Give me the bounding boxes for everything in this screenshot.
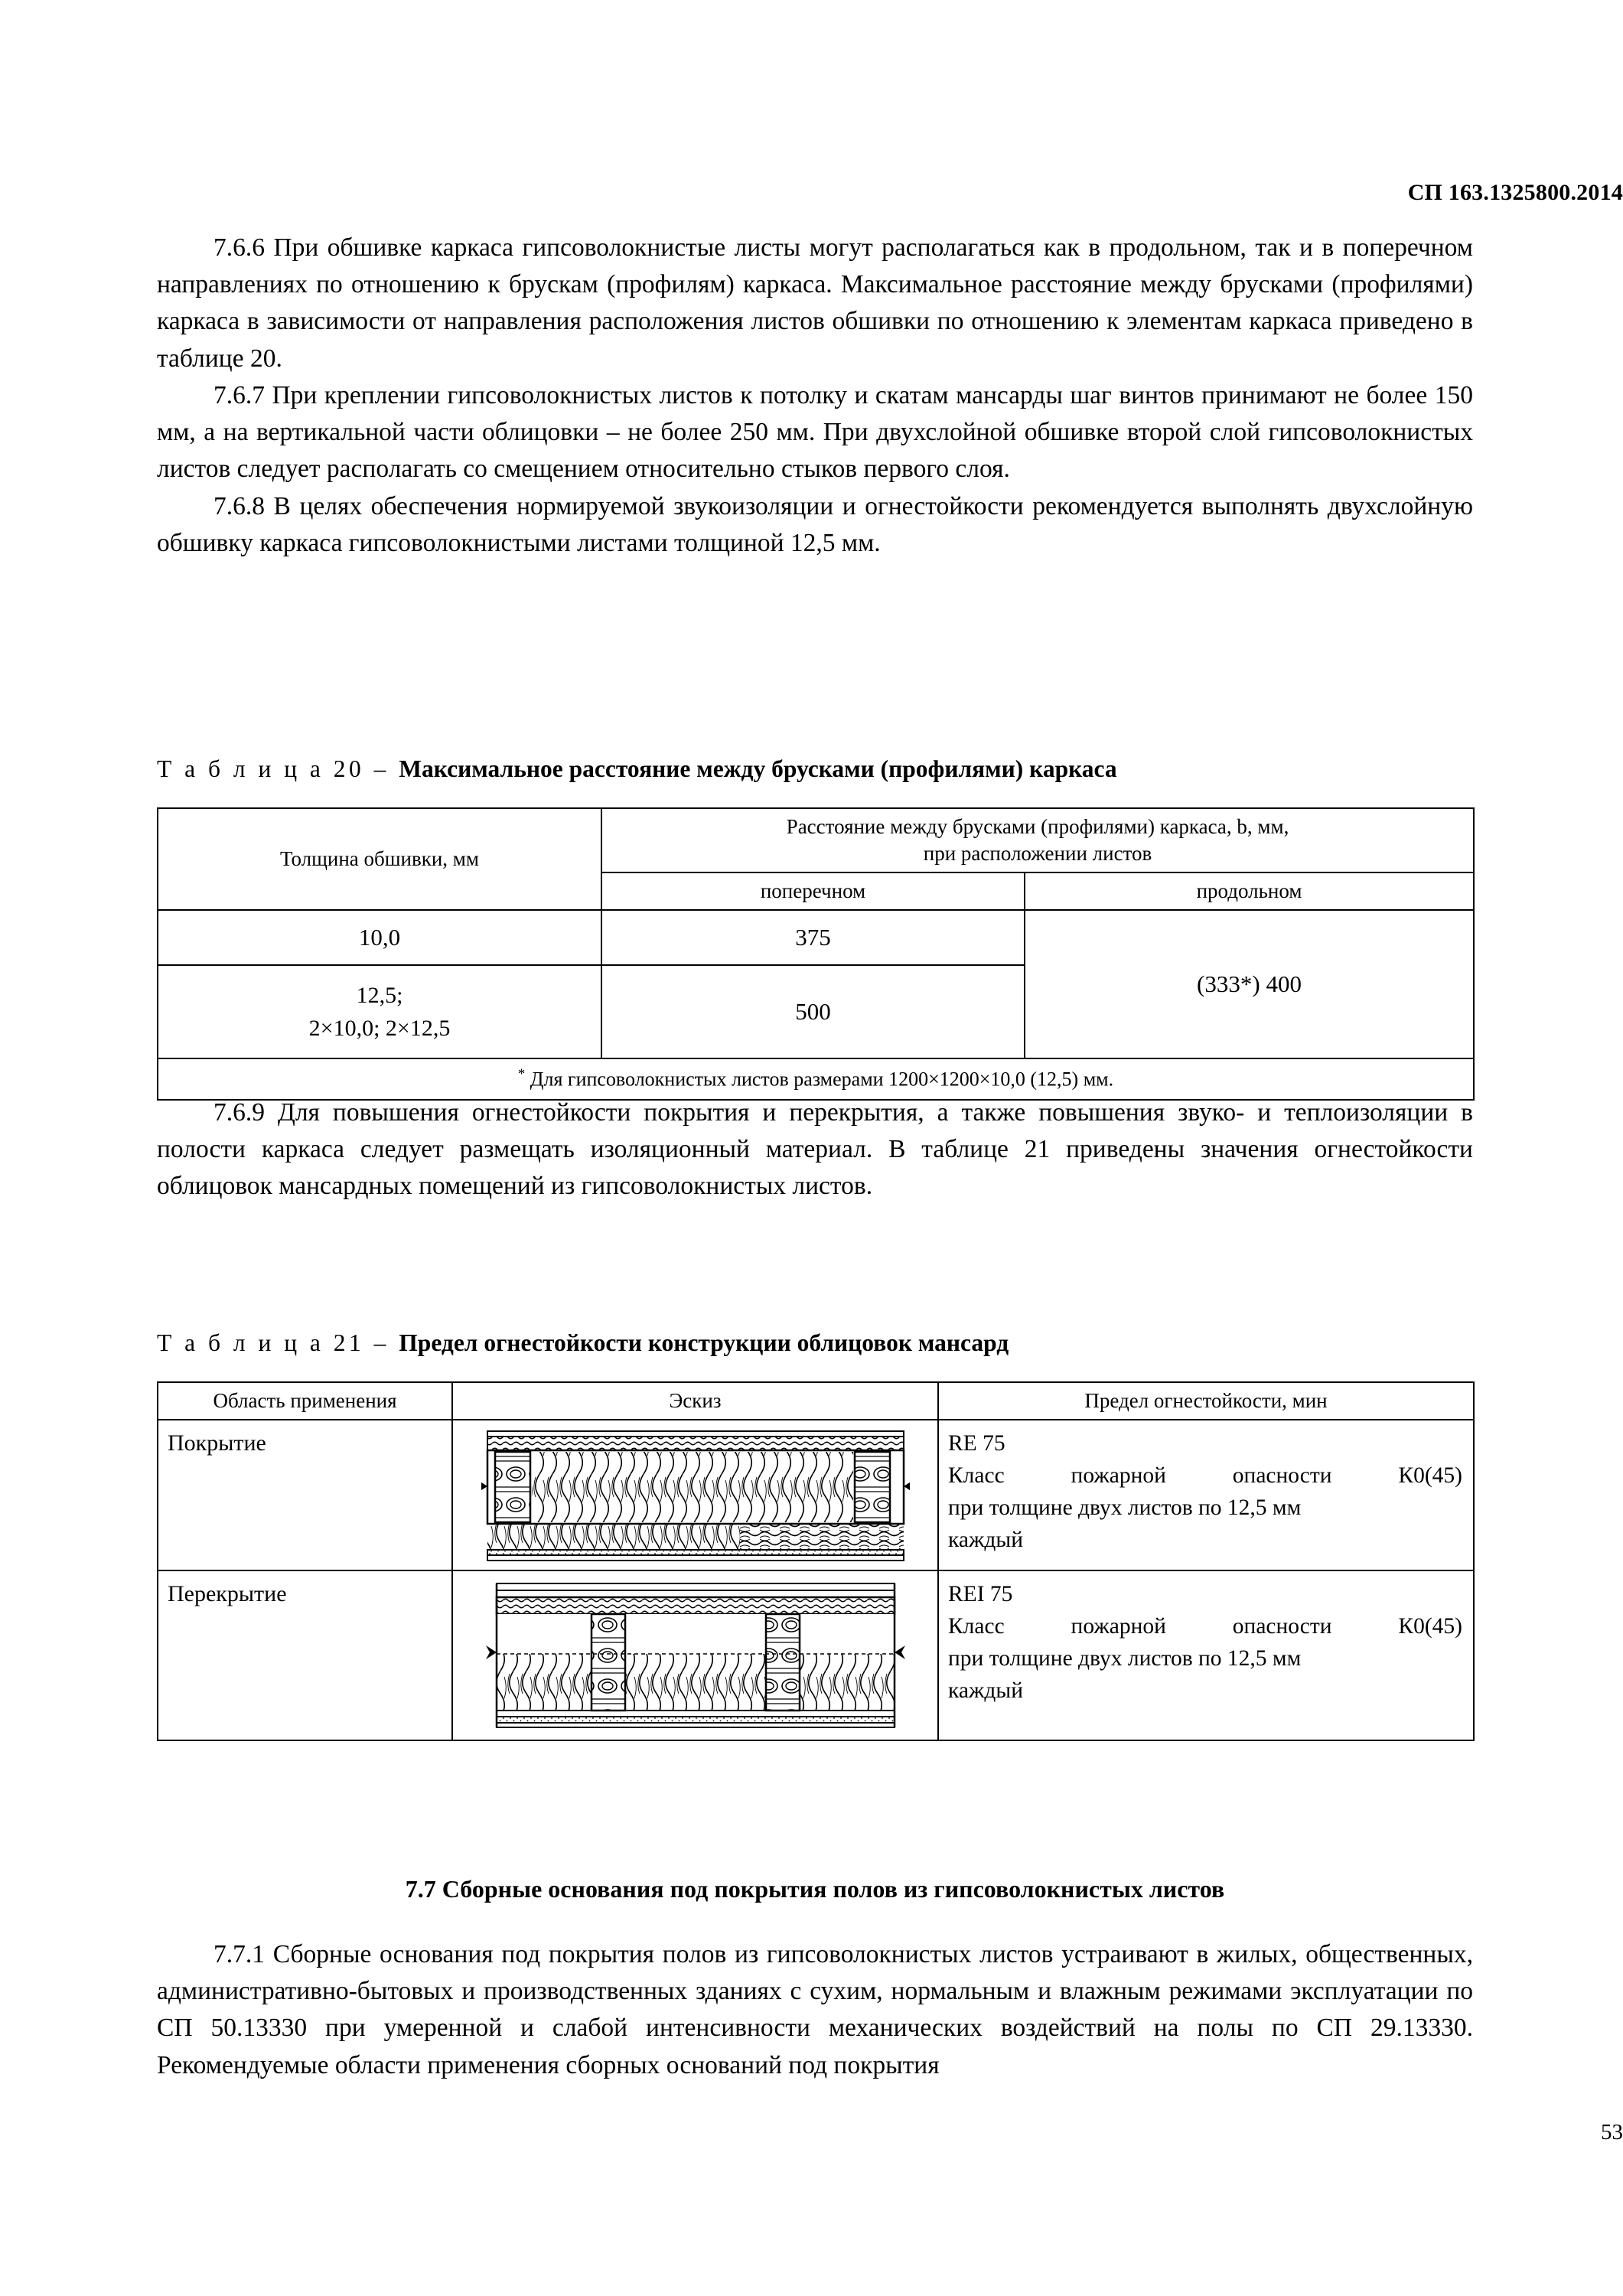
table-20-cell-transverse-2: 500 — [601, 965, 1025, 1058]
paragraph-block-middle — [157, 1094, 1473, 1205]
table-20-cell-thickness-2 — [158, 965, 601, 1058]
table-20-footnote-text: Для гипсоволокнистых листов размерами 1200×1200×10,0 (12,5) мм. — [530, 1068, 1114, 1091]
table-20-cell-transverse-1: 375 — [601, 910, 1025, 965]
table-21-caption — [157, 1328, 1473, 1359]
table-21-header-area: Область применения — [158, 1382, 452, 1420]
table-20-footnote — [158, 1058, 1474, 1099]
table-21-header-sketch: Эскиз — [452, 1382, 938, 1420]
table-21-cell-limit-1 — [938, 1420, 1474, 1570]
table-21-limit-1-line4: каждый — [948, 1527, 1023, 1552]
table-20-caption-label: Т а б л и ц а 20 – — [157, 755, 399, 782]
paragraph-7-7-1: 7.7.1 Сборные основания под покрытия полов из гипсоволокнистых листов устраивают в жилых, общественных, административно-бытовых и производственных зданиях с сухим, нормальным и влажным режимами эксплуатации по СП 50.13330 при умеренной и слабой интенсивности механических воздействий на полы по СП 29.13330. Рекомендуемые области применения сборных оснований под покрытия — [157, 1940, 1473, 2079]
table-21-cell-area-2: Перекрытие — [158, 1570, 452, 1740]
table-21-cell-sketch-2 — [452, 1570, 938, 1740]
table-20-subheader-transverse: поперечном — [601, 872, 1025, 910]
table-21-limit-2-line3: при толщине двух листов по 12,5 мм — [948, 1645, 1302, 1671]
page-number: 53 — [1601, 2120, 1623, 2144]
table-20-footnote-row — [158, 1058, 1474, 1099]
table-21-limit-1-line2: Класс пожарной опасности К0(45) — [948, 1463, 1462, 1488]
table-20-cell-thickness-2-line2: 2×10,0; 2×12,5 — [308, 1016, 451, 1042]
table-20-max-spacing — [157, 807, 1475, 1101]
roof-covering-cross-section-sketch — [481, 1428, 910, 1562]
table-20-header-row-1 — [158, 808, 1474, 872]
table-row — [158, 1420, 1474, 1570]
table-20-header-spacing-line1: Расстояние между брусками (профилями) каркаса, b, мм, — [786, 815, 1289, 838]
table-20-footnote-marker: * — [517, 1066, 526, 1083]
paragraph-7-6-6: 7.6.6 При обшивке каркаса гипсоволокнистые листы могут располагаться как в продольном, так и в поперечном направлениях по отношению к брускам (профилям) каркаса. Максимальное расстояние между брусками (профилями) каркаса в зависимости от направления расположения листов обшивки по отношению к элементам каркаса приведено в таблице 20. — [157, 233, 1473, 373]
table-21-cell-limit-2 — [938, 1570, 1474, 1740]
table-20-subheader-longitudinal: продольном — [1025, 872, 1474, 910]
table-21-limit-1-line1: RE 75 — [948, 1431, 1005, 1456]
table-20-header-spacing — [601, 808, 1474, 872]
table-21-limit-1-line3: при толщине двух листов по 12,5 мм — [948, 1495, 1302, 1520]
table-21-fire-resistance — [157, 1381, 1475, 1741]
table-21-header-row — [158, 1382, 1474, 1420]
table-21-limit-2-line1: REI 75 — [948, 1582, 1013, 1607]
paragraph-7-6-7: 7.6.7 При креплении гипсоволокнистых листов к потолку и скатам мансарды шаг винтов принимают не более 150 мм, а на вертикальной части облицовки – не более 250 мм. При двухслойной обшивке второй слой гипсоволокнистых листов следует располагать со смещением относительно стыков первого слоя. — [157, 380, 1473, 484]
table-21-limit-2-line4: каждый — [948, 1678, 1023, 1703]
section-7-7-heading: 7.7 Сборные основания под покрытия полов из гипсоволокнистых листов — [405, 1875, 1225, 1903]
table-20-header-thickness: Толщина обшивки, мм — [158, 808, 601, 910]
paragraph-block-top — [157, 230, 1473, 562]
table-21-header-limit: Предел огнестойкости, мин — [938, 1382, 1474, 1420]
table-20-header-spacing-line2: при расположении листов — [923, 842, 1152, 866]
table-21-cell-area-1: Покрытие — [158, 1420, 452, 1570]
table-20-cell-thickness-2-line1: 12,5; — [356, 982, 403, 1008]
table-21-limit-2-line2: Класс пожарной опасности К0(45) — [948, 1613, 1462, 1639]
table-20-caption — [157, 754, 1473, 785]
table-21-caption-title: Предел огнестойкости конструкции облицовок мансард — [399, 1329, 1009, 1356]
table-row — [158, 1570, 1474, 1740]
floor-slab-cross-section-sketch — [481, 1579, 910, 1732]
table-20-cell-longitudinal: (333*) 400 — [1025, 910, 1474, 1058]
paragraph-7-6-8: 7.6.8 В целях обеспечения нормируемой звукоизоляции и огнестойкости рекомендуется выполнять двухслойную обшивку каркаса гипсоволокнистыми листами толщиной 12,5 мм. — [157, 491, 1473, 557]
paragraph-block-bottom — [157, 1936, 1473, 2084]
paragraph-7-6-9: 7.6.9 Для повышения огнестойкости покрытия и перекрытия, а также повышения звуко- и теплоизоляции в полости каркаса следует размещать изоляционный материал. В таблице 21 приведены значения огнестойкости облицовок мансардных помещений из гипсоволокнистых листов. — [157, 1098, 1473, 1201]
document-header-code: СП 163.1325800.2014 — [1407, 180, 1623, 205]
table-20-cell-thickness-1: 10,0 — [158, 910, 601, 965]
table-row — [158, 910, 1474, 965]
table-21-caption-label: Т а б л и ц а 21 – — [157, 1329, 399, 1356]
table-20-caption-title: Максимальное расстояние между брусками (профилями) каркаса — [399, 755, 1117, 782]
table-21-cell-sketch-1 — [452, 1420, 938, 1570]
